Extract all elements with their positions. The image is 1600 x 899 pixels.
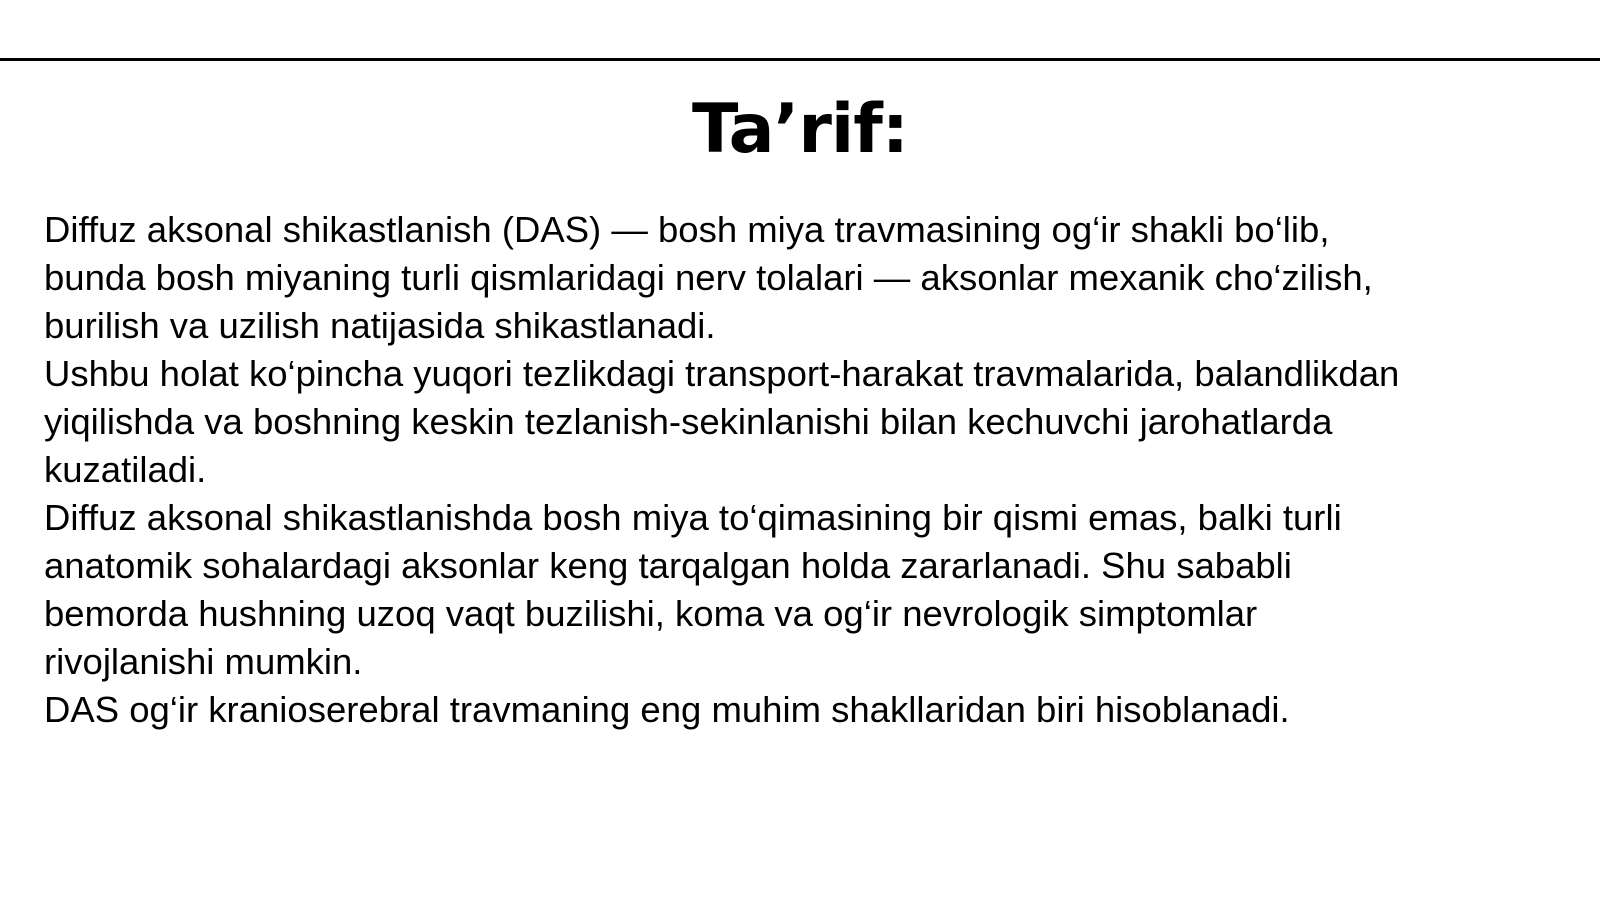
paragraph-causes <box>44 350 1584 494</box>
slide-body <box>44 206 1584 734</box>
text-line: bunda bosh miyaning turli qismlaridagi nerv tolalari — aksonlar mexanik cho‘zilish, <box>44 257 1373 298</box>
slide-title: Ta’rif: <box>692 90 908 169</box>
top-divider-line <box>0 58 1600 61</box>
text-line: bemorda hushning uzoq vaqt buzilishi, koma va og‘ir nevrologik simptomlar <box>44 593 1258 634</box>
text-line: Diffuz aksonal shikastlanishda bosh miya to‘qimasining bir qismi emas, balki turli <box>44 497 1342 538</box>
paragraph-definition <box>44 206 1584 350</box>
text-line: Diffuz aksonal shikastlanish (DAS) — bosh miya travmasining og‘ir shakli bo‘lib, <box>44 209 1330 250</box>
text-line: yiqilishda va boshning keskin tezlanish-sekinlanishi bilan kechuvchi jarohatlarda <box>44 401 1333 442</box>
text-line: burilish va uzilish natijasida shikastlanadi. <box>44 305 716 346</box>
paragraph-conclusion <box>44 686 1584 734</box>
text-line: anatomik sohalardagi aksonlar keng tarqalgan holda zararlanadi. Shu sababli <box>44 545 1292 586</box>
text-line: kuzatiladi. <box>44 449 207 490</box>
text-line: DAS og‘ir kranioserebral travmaning eng muhim shakllaridan biri hisoblanadi. <box>44 689 1290 730</box>
text-line: rivojlanishi mumkin. <box>44 641 363 682</box>
text-line: Ushbu holat ko‘pincha yuqori tezlikdagi transport-harakat travmalarida, balandlikdan <box>44 353 1400 394</box>
paragraph-pathology <box>44 494 1584 686</box>
